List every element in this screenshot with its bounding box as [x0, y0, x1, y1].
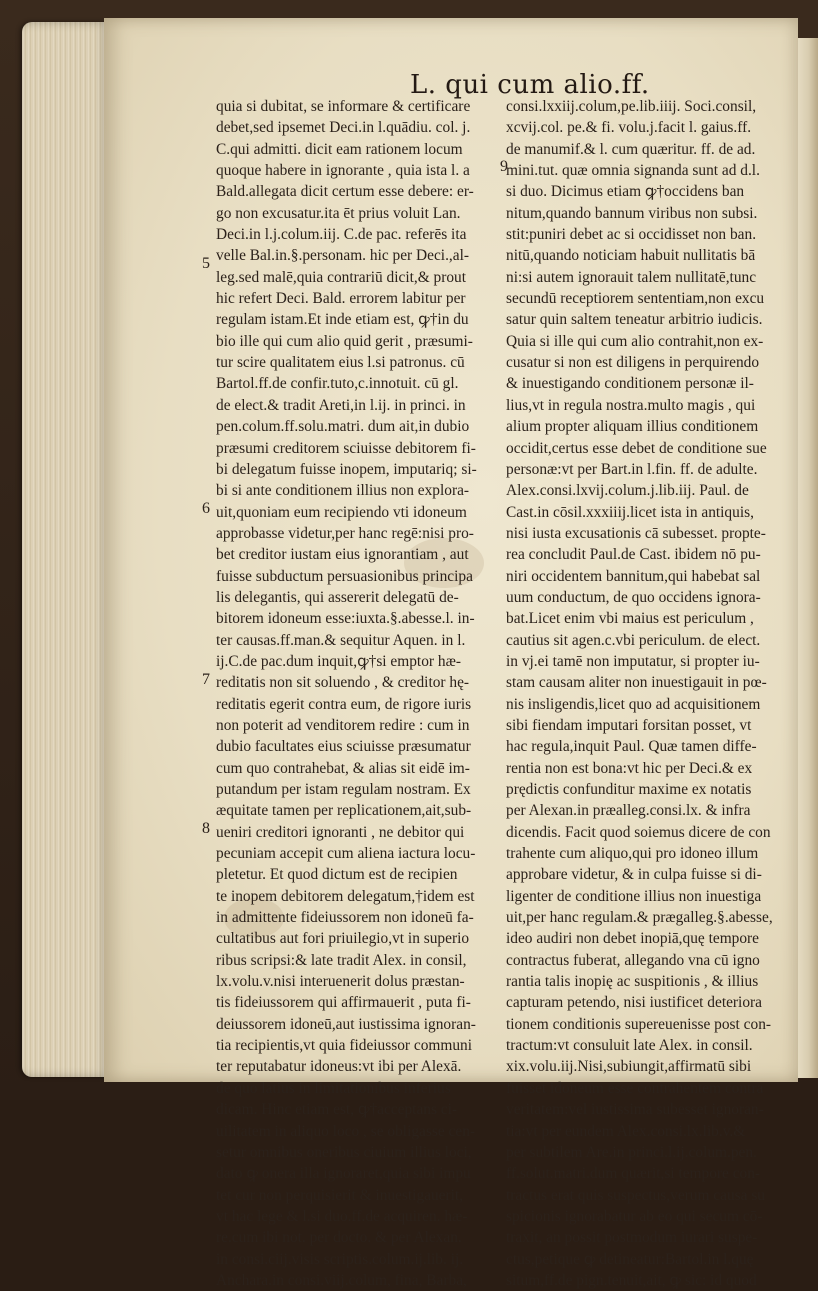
- text-line: dato ꝙ onera illa ignoraret,quia sibi impu: [216, 1165, 471, 1183]
- text-line: quia si dubitat, se informare & certificare: [216, 98, 471, 115]
- text-line: ter reputabatur idoneus:vt ibi per Alexā.: [216, 1058, 462, 1076]
- text-line: C.qui admitti. dicit eam rationem locum: [216, 140, 463, 158]
- text-line: in consi.ciij.visis scriptis.colum.ij.lib. ij.: [216, 1250, 464, 1268]
- text-line: re.cum ibi not. per docto. & per Alexan.: [216, 1229, 462, 1247]
- text-line: fuisse subductum persuasionibus principa: [216, 567, 473, 585]
- text-line: deiussorem idoneū,aut iustissima ignoran-: [216, 1015, 476, 1033]
- text-line: vt hac lege & l.si duo.ff.de acquiren. hæ-: [216, 1207, 468, 1225]
- text-line: tur scire qualitatem eius l.si patronus. cū: [216, 354, 465, 372]
- text-line: prędictis confunditur maxime ex notatis: [506, 781, 752, 798]
- text-line: de manumif.& l. cum quæritur. ff. de ad.: [506, 140, 756, 158]
- text-line: in admittente fideiussorem non idoneū fa-: [216, 909, 474, 927]
- text-line: ideo audiri non debet inopiā,quę tempore: [506, 930, 760, 948]
- text-line: per subtilem Are.in princi.l.ij.colum.pen.: [506, 1143, 757, 1161]
- text-line: trahente cum aliquo,qui pro idoneo illum: [506, 845, 759, 863]
- text-line: situm,ff.de pign.tenuit,ait, ꝙ sic: id quod: [506, 1271, 757, 1289]
- text-line: mini.tut. quæ omnia signanda sunt ad d.l.: [506, 162, 760, 180]
- text-line: rea concludit Paul.de Cast. ibidem nō pu-: [506, 546, 761, 564]
- text-line: hic refert Deci. Bald. errorem labitur per: [216, 290, 466, 308]
- text-line: Deci.in l.j.colum.iij. C.de pac. referēs ita: [216, 226, 467, 244]
- text-line: stam causam aliter non inuestigauit in pœ-: [506, 674, 767, 692]
- text-line: bitorem idoneum esse:iuxta.§.abesse.l. in-: [216, 610, 475, 628]
- text-line: traxit, an possit postmodum iurari suspe-: [506, 1229, 758, 1247]
- left-text-column: [216, 96, 506, 1291]
- text-line: reditatis egerit contra eum, de rigore iuris: [216, 695, 472, 713]
- text-line: quoque habere in ignorante , quia ista l. a: [216, 162, 470, 180]
- text-line: pen.colum.ff.solu.matri. dum ait,in dubio: [216, 418, 470, 436]
- text-line: Bartol.ff.de confir.tuto,c.innotuit. cū gl.: [216, 375, 459, 393]
- text-line: sibi fiendam imputari forsitan posset, vt: [506, 716, 752, 734]
- text-line: setur omnibus oneribus ciuium illius loci,: [216, 1143, 472, 1161]
- text-line: tractus erat quis suspectus,verum causa su: [506, 1186, 766, 1204]
- text-line: bi si ante conditionem illius non explora-: [216, 482, 470, 500]
- text-line: rantia talis inopię ac suspitionis , & illius: [506, 973, 759, 991]
- text-line: approbasse videtur,per hanc regē:nisi pro-: [216, 524, 474, 542]
- text-line: xix.volu.iij.Nisi,subiungit,affirmatū sibi: [506, 1058, 752, 1076]
- text-line: lis delegantis, qui assererit delegatū de-: [216, 588, 459, 606]
- text-line: nitum,quando bannum viribus non subsi.: [506, 204, 758, 222]
- text-line: præsumi creditorem sciuisse debitorem fi-: [216, 439, 476, 457]
- text-line: pletetur. Et quod dictum est de recipien: [216, 866, 458, 884]
- text-line: nis insligendis,licet quo ad acquisitionem: [506, 695, 761, 713]
- text-line: consi.lxxiij.colum,pe.lib.iiij. Soci.consil,: [506, 98, 757, 115]
- text-line: pecuniam accepit cum aliena iactura locu-: [216, 845, 476, 863]
- text-line: putandum per istam regulam nostram. Ex: [216, 781, 471, 798]
- text-line: lius,vt in regula nostra.multo magis , qui: [506, 396, 756, 414]
- right-text-column: [506, 96, 798, 1291]
- text-line: secundū receptiorem sententiam,non excu: [506, 290, 765, 308]
- text-line: uum conductum, de quo occidens ignora-: [506, 588, 761, 606]
- text-line: occidit,certus esse debet de conditione sue: [506, 439, 767, 457]
- text-line: tionem conditionis supereuenisse post con-: [506, 1015, 772, 1033]
- text-line: bet creditor iustam eius ignorantiam , aut: [216, 546, 469, 564]
- book-fore-edge: [22, 22, 110, 1077]
- text-line: stit:puniri debet ac si occidisset non ban.: [506, 226, 757, 244]
- text-line: ctus,petique ꝙ detineatur:Bartol.in l.quę: [506, 1250, 754, 1268]
- text-line: Bald.allegata dicit certum esse debere: er-: [216, 183, 474, 201]
- margin-number-5: 5: [202, 255, 210, 272]
- text-line: tractum:vt consuluit late Alex. in consil.: [506, 1037, 753, 1055]
- text-line: go non excusatur.ita ēt prius voluit Lan.: [216, 204, 461, 222]
- text-line: bi delegatum fuisse inopem, imputariq; si-: [216, 460, 477, 478]
- text-line: uit,per hanc regulam.& prægalleg.§.abesse,: [506, 909, 773, 927]
- text-line: rentia non est bona:vt hic per Deci.& ex: [506, 759, 753, 777]
- text-line: niri occidentem bannitum,qui habebat sal: [506, 567, 761, 585]
- text-line: veritatem:vel iustissima subesset ignoran-: [506, 1101, 764, 1119]
- text-line: uilitatem in aliquo loco , se obligasse cen-: [216, 1122, 476, 1140]
- text-line: ter causas.ff.man.& sequitur Aquen. in l.: [216, 631, 466, 649]
- text-line: fuisset idoneum esse contrahentem contra: [506, 1079, 764, 1097]
- text-line: nitū,quando noticiam habuit nullitatis bā: [506, 247, 756, 265]
- text-line: approbare videtur, & in culpa fuisse si di-: [506, 866, 762, 884]
- text-line: uit,quoniam eum recipiendo vti idoneum: [216, 503, 467, 521]
- margin-number-6: 6: [202, 500, 210, 517]
- text-line: velle Bal.in.§.personam. hic per Deci.,al-: [216, 247, 469, 265]
- text-line: ligenter de conditione illius non inuestiga: [506, 887, 762, 905]
- text-line: capturam petendo, nisi iustificet deteriora: [506, 994, 762, 1012]
- text-line: Cast.in cōsil.xxxiiij.licet ista in antiquis,: [506, 503, 754, 521]
- text-line: leg.sed malē,quia contrariū dicit,& prout: [216, 268, 467, 286]
- text-line: in vj.ei tamē non imputatur, si propter iu-: [506, 652, 760, 670]
- text-line: per Alexan.in præalleg.consi.lx. & infra: [506, 802, 751, 820]
- text-line: hac regula,inquit Paul. Quæ tamen diffe-: [506, 738, 757, 756]
- margin-number-9: 9: [500, 158, 508, 175]
- text-line: ij.C.de pac.dum inquit,ꝙ†si emptor hæ-: [216, 652, 461, 670]
- margin-number-7: 7: [202, 671, 210, 688]
- text-line: tia recipientis,vt quia fideiussor communi: [216, 1037, 473, 1055]
- text-line: Quia si ille qui cum alio contrahit,non ex-: [506, 332, 764, 350]
- text-line: contractus fuberat, allegando vna cū igno: [506, 951, 760, 969]
- text-line: de elect.& tradit Areti,in l.ij. in princi. in: [216, 396, 466, 414]
- text-line: debet,sed ipsemet Deci.in l.quādiu. col. j.: [216, 119, 471, 137]
- text-line: ribus scripsi:& late tradit Alex. in consil,: [216, 951, 467, 969]
- text-line: tis fideiussorem qui affirmauerit , puta fi-: [216, 994, 471, 1012]
- margin-number-8: 8: [202, 820, 210, 837]
- text-line: dicendis. Facit quod soiemus dicere de con: [506, 823, 771, 841]
- text-line: lx.volu.v.nisi interuenerit dolus præstan-: [216, 973, 465, 991]
- text-line: te inopem debitorem delegatum,†idem est: [216, 887, 475, 905]
- text-line: tia:vt per eundem Alex.consi.lx.lib.v.&: [506, 1122, 746, 1140]
- text-line: bio ille qui cum alio quid gerit , præsumi-: [216, 332, 473, 350]
- text-line: cultatibus aut fori priuilegio,vt in superio: [216, 930, 470, 948]
- text-line: ff.solut.matri.dum quærit,si tempore con-: [506, 1165, 761, 1183]
- text-line: non poterit ad venditorem redire : cum in: [216, 716, 470, 734]
- text-line: regulam istam.Et inde etiam est, ꝙ†in du: [216, 311, 469, 329]
- text-line: xcvij.col. pe.& fi. volu.j.facit l. gaius.ff.: [506, 119, 752, 137]
- text-line: nisi iusta excusationis cā subesset. propte-: [506, 524, 766, 542]
- text-line: ni:si autem ignorauit talem nullitatē,tunc: [506, 268, 757, 286]
- text-line: cusatur si non est diligens in perquirendo: [506, 354, 760, 372]
- text-line: dubio facultates eius sciuisse præsumatur: [216, 738, 471, 756]
- text-line: cautius sit agen.c.vbi periculum. de elect.: [506, 631, 761, 649]
- text-line: ueniri creditori ignoranti , ne debitor qui: [216, 823, 465, 841]
- text-line: Anchara.in consi.viij.colum, fina, Barba,: [216, 1271, 467, 1289]
- text-line: alium propter aliquam illius conditionem: [506, 418, 759, 436]
- text-line: personæ:vt per Bart.in l.fin. ff. de adulte.: [506, 460, 758, 478]
- text-line: spicionis ignorabatur ab eo qui secum cō-: [506, 1207, 763, 1225]
- text-line: satur quin saltem teneatur arbitrio iudicis.: [506, 311, 763, 329]
- text-line: si duo. Dicimus etiam ꝙ†occidens ban: [506, 183, 745, 201]
- text-line: reditatis non sit soluendo , & creditor hę-: [216, 674, 470, 692]
- text-line: de quo latius in limitationibus inferius: [216, 1079, 451, 1097]
- text-line: æquitate tamen per replicationem,ait,sub-: [216, 802, 472, 820]
- text-line: dicam. Hinc etiam est, ꝙ†acceptans ci-: [216, 1101, 458, 1119]
- running-head: L. qui cum alio.ff.: [410, 70, 650, 100]
- text-line: bat.Licet enim vbi maius est periculum ,: [506, 610, 754, 628]
- text-line: Alex.consi.lxvij.colum.j.lib.iij. Paul. de: [506, 482, 749, 500]
- text-line: & inuestigando conditionem personæ il-: [506, 375, 754, 393]
- text-line: tet cur non perquisierit & inuestigauerit,: [216, 1186, 464, 1204]
- text-line: cum quo contrahebat, & alias sit eidē im-: [216, 759, 470, 777]
